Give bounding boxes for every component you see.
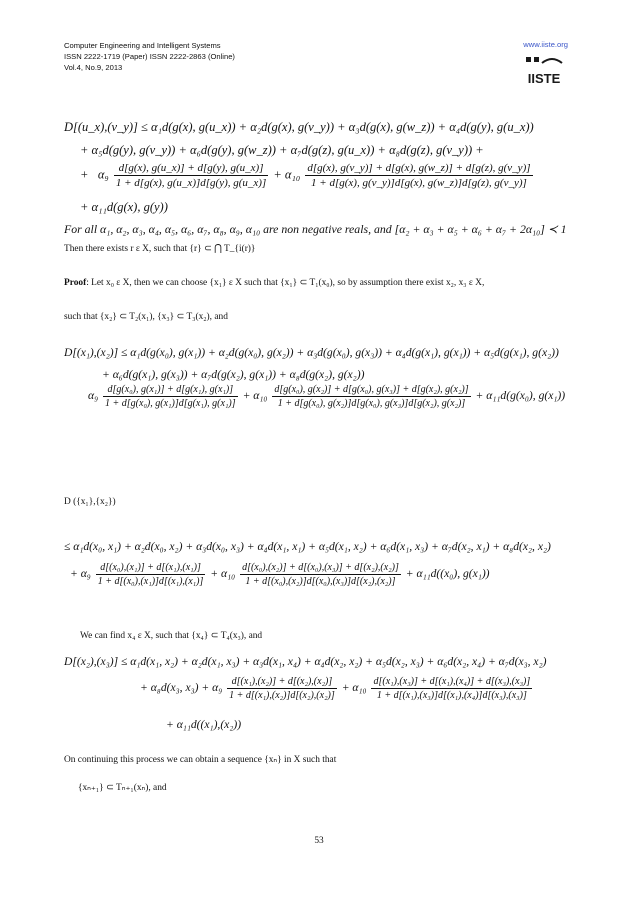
eq1-line2: + α₅d(g(y), g(v_y)) + α₆d(g(y), g(w_z)) + α₇d(g(z), g(u_x)) + α₈d(g(z), g(v_y)) + [80,143,484,157]
eq4-line3: + α₁₁d((x₁),(x₂)) [166,718,242,731]
logo-text: IISTE [527,71,561,86]
issn: ISSN 2222-1719 (Paper) ISSN 2222-2863 (Online) [64,52,235,61]
iiste-logo [522,55,566,89]
d-line: D ({x₁},{x₂}) [64,497,116,507]
proof-para1: Proof: Let x₀ ε X, then we can choose {x₁} ε X such that {x₁} ⊂ T₁(x₀), so by assumption there exist x₂, x₃ ε X, [64,278,485,288]
proof-para2: such that {x₂} ⊂ T₂(x₁), {x₃} ⊂ T₃(x₂), and [64,312,228,322]
eq3-line2: + α₉ $\frac{\text{d[(x₀),(x₁)] + d[(x₁),(x₁)]}}{\text{1 + d[(x₀),(x₁)]d[(x₁),(x₁)]}}$ + α₁₀ $\frac{\text{d[(x₀),(x₂)] + d[(x₀),(x₃)] + d[(x₂),(x₂)]}}{\text{1 + d[(x₀),(x₂)]d[(x₀),(x₃)]d[(x₂),(x₂)]}}$ + α₁₁d((x₀), g(x₁)) [70,562,490,587]
eq2-line1: D[(x₁),(x₂)] ≤ α₁d(g(x₀), g(x₁)) + α₂d(g(x₀), g(x₂)) + α₃d(g(x₀), g(x₃)) + α₄d(g(x₁), g(x₁)) + α₅d(g(x₁), g(x₂)) [64,346,559,359]
then-statement: Then there exists r ε X, such that {r} ⊂ ⋂ T_{i(r)} [64,244,256,254]
page-number: 53 [314,836,324,846]
eq1-line3: + α₉ $\frac{d[g(x), g(u\_x)] + d[g(y), g(u\_x)]}{1 + d[g(x), g(u\_x)]d[g(y), g(u\_x)]}$ + α₁₀ $\frac{d[g(x), g(v\_y)] + d[g(x), g(w\_z)] + d[g(z), g(v\_y)]}{1 + d[g(x), g(v\_y)]d[g(x), g(w\_z)]d[g(z), g(v\_y)]}$ [80,162,531,189]
journal-url[interactable]: www.iiste.org [523,40,568,49]
continue-text: On continuing this process we can obtain a sequence {xₙ} in X such that [64,755,337,765]
find-x4: We can find x₄ ε X, such that {x₄} ⊂ T₄(x₃), and [80,631,263,641]
sequence-relation: {xₙ₊₁} ⊂ Tₙ₊₁(xₙ), and [78,783,167,793]
eq3-line1: ≤ α₁d(x₀, x₁) + α₂d(x₀, x₂) + α₃d(x₀, x₃) + α₄d(x₁, x₁) + α₅d(x₁, x₂) + α₆d(x₁, x₃) + α₇d(x₂, x₁) + α₈d(x₂, x₂) [64,540,551,553]
eq4-line1: D[(x₂),(x₃)] ≤ α₁d(x₁, x₂) + α₂d(x₁, x₃) + α₃d(x₁, x₄) + α₄d(x₂, x₂) + α₅d(x₂, x₃) + α₆d(x₂, x₄) + α₇d(x₃, x₂) [64,655,547,668]
eq4-line2: + α₈d(x₃, x₃) + α₉ $\frac{\text{d[(x₁),(x₂)] + d[(x₂),(x₂)]}}{\text{1 + d[(x₁),(x₂)]d[(x₂),(x₂)]}}$ + α₁₀ $\frac{\text{d[(x₁),(x₃)] + d[(x₁),(x₄)] + d[(x₃),(x₃)]}}{\text{1 + d[(x₁),(x₃)]d[(x₁),(x₄)]d[(x₃),(x₃)]}}$ [140,676,531,701]
forall-condition: For all α₁, α₂, α₃, α₄, α₅, α₆, α₇, α₈, α₉, α₁₀ are non negative reals, and [α₂ + α₃ + α₅ + α₆ + α₇ + 2α₁₀] ≺ 1 [64,222,567,236]
volume: Vol.4, No.9, 2013 [64,63,123,72]
eq1-line4: + α₁₁d(g(x), g(y)) [80,200,168,214]
eq2-line2: + α₆d(g(x₁), g(x₃)) + α₇d(g(x₂), g(x₁)) + α₈d(g(x₂), g(x₂)) [102,368,365,381]
eq1-line1: D[(u_x),(v_y)] ≤ α₁d(g(x), g(u_x)) + α₂d(g(x), g(v_y)) + α₃d(g(x), g(w_z)) + α₄d(g(y), g(u_x)) [64,120,534,134]
eq2-line3: α₉ $\frac{\text{d[g(x₀), g(x₁)] + d[g(x₁), g(x₁)]}}{\text{1 + d[g(x₀), g(x₁)]d[g(x₁), g(x₁)]}}$ + α₁₀ $\frac{\text{d[g(x₀), g(x₂)] + d[g(x₀), g(x₃)] + d[g(x₂), g(x₂)]}}{\text{1 + d[g(x₀), g(x₂)]d[g(x₀), g(x₃)]d[g(x₂), g(x₂)]}}$ + α₁₁d(g(x₀), g(x₁)) [88,384,566,409]
journal-title: Computer Engineering and Intelligent Systems [64,41,221,50]
